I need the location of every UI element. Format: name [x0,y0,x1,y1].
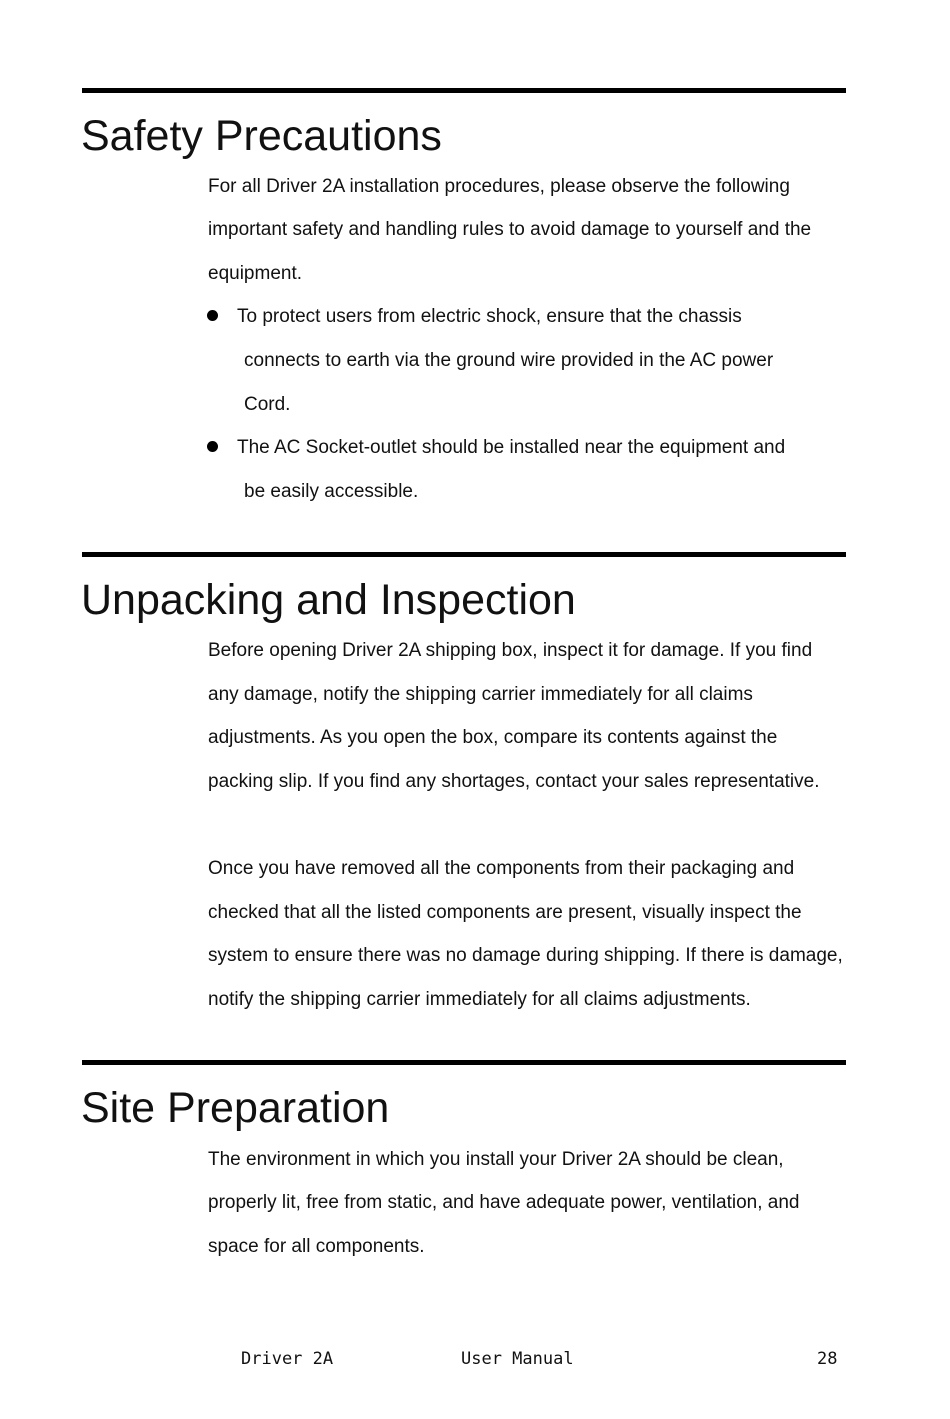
body-text-line: any damage, notify the shipping carrier immediately for all claims [208,684,753,705]
body-text-line: Before opening Driver 2A shipping box, inspect it for damage. If you find [208,640,813,661]
body-text-line: checked that all the listed components are present, visually inspect the [208,902,802,923]
body-text-line: packing slip. If you find any shortages, contact your sales representative. [208,771,820,792]
section-divider [82,88,846,93]
body-text-line: equipment. [208,263,303,284]
body-text-line: notify the shipping carrier immediately for all claims adjustments. [208,989,751,1010]
bullet-icon [207,310,218,321]
body-text-line: Once you have removed all the components from their packaging and [208,858,795,879]
bullet-text-line: connects to earth via the ground wire provided in the AC power [244,350,774,371]
section-divider [82,552,846,557]
section-title-safety-precautions: Safety Precautions [81,112,442,160]
footer-document-title: User Manual [461,1349,574,1369]
body-text-line: properly lit, free from static, and have adequate power, ventilation, and [208,1192,800,1213]
section-title-unpacking-and-inspection: Unpacking and Inspection [81,576,576,624]
bullet-text-line: be easily accessible. [244,481,419,502]
bullet-text-line: To protect users from electric shock, ensure that the chassis [237,306,742,327]
footer-product-name: Driver 2A [241,1349,334,1369]
bullet-text-line: The AC Socket-outlet should be installed near the equipment and [237,437,786,458]
body-text-line: For all Driver 2A installation procedures, please observe the following [208,176,790,197]
body-text-line: space for all components. [208,1236,425,1257]
bullet-text-line: Cord. [244,394,291,415]
section-divider [82,1060,846,1065]
section-title-site-preparation: Site Preparation [81,1084,390,1132]
bullet-icon [207,441,218,452]
body-text-line: system to ensure there was no damage during shipping. If there is damage, [208,945,843,966]
body-text-line: adjustments. As you open the box, compare its contents against the [208,727,778,748]
footer-page-number: 28 [817,1349,838,1369]
body-text-line: important safety and handling rules to avoid damage to yourself and the [208,219,812,240]
body-text-line: The environment in which you install your Driver 2A should be clean, [208,1149,784,1170]
